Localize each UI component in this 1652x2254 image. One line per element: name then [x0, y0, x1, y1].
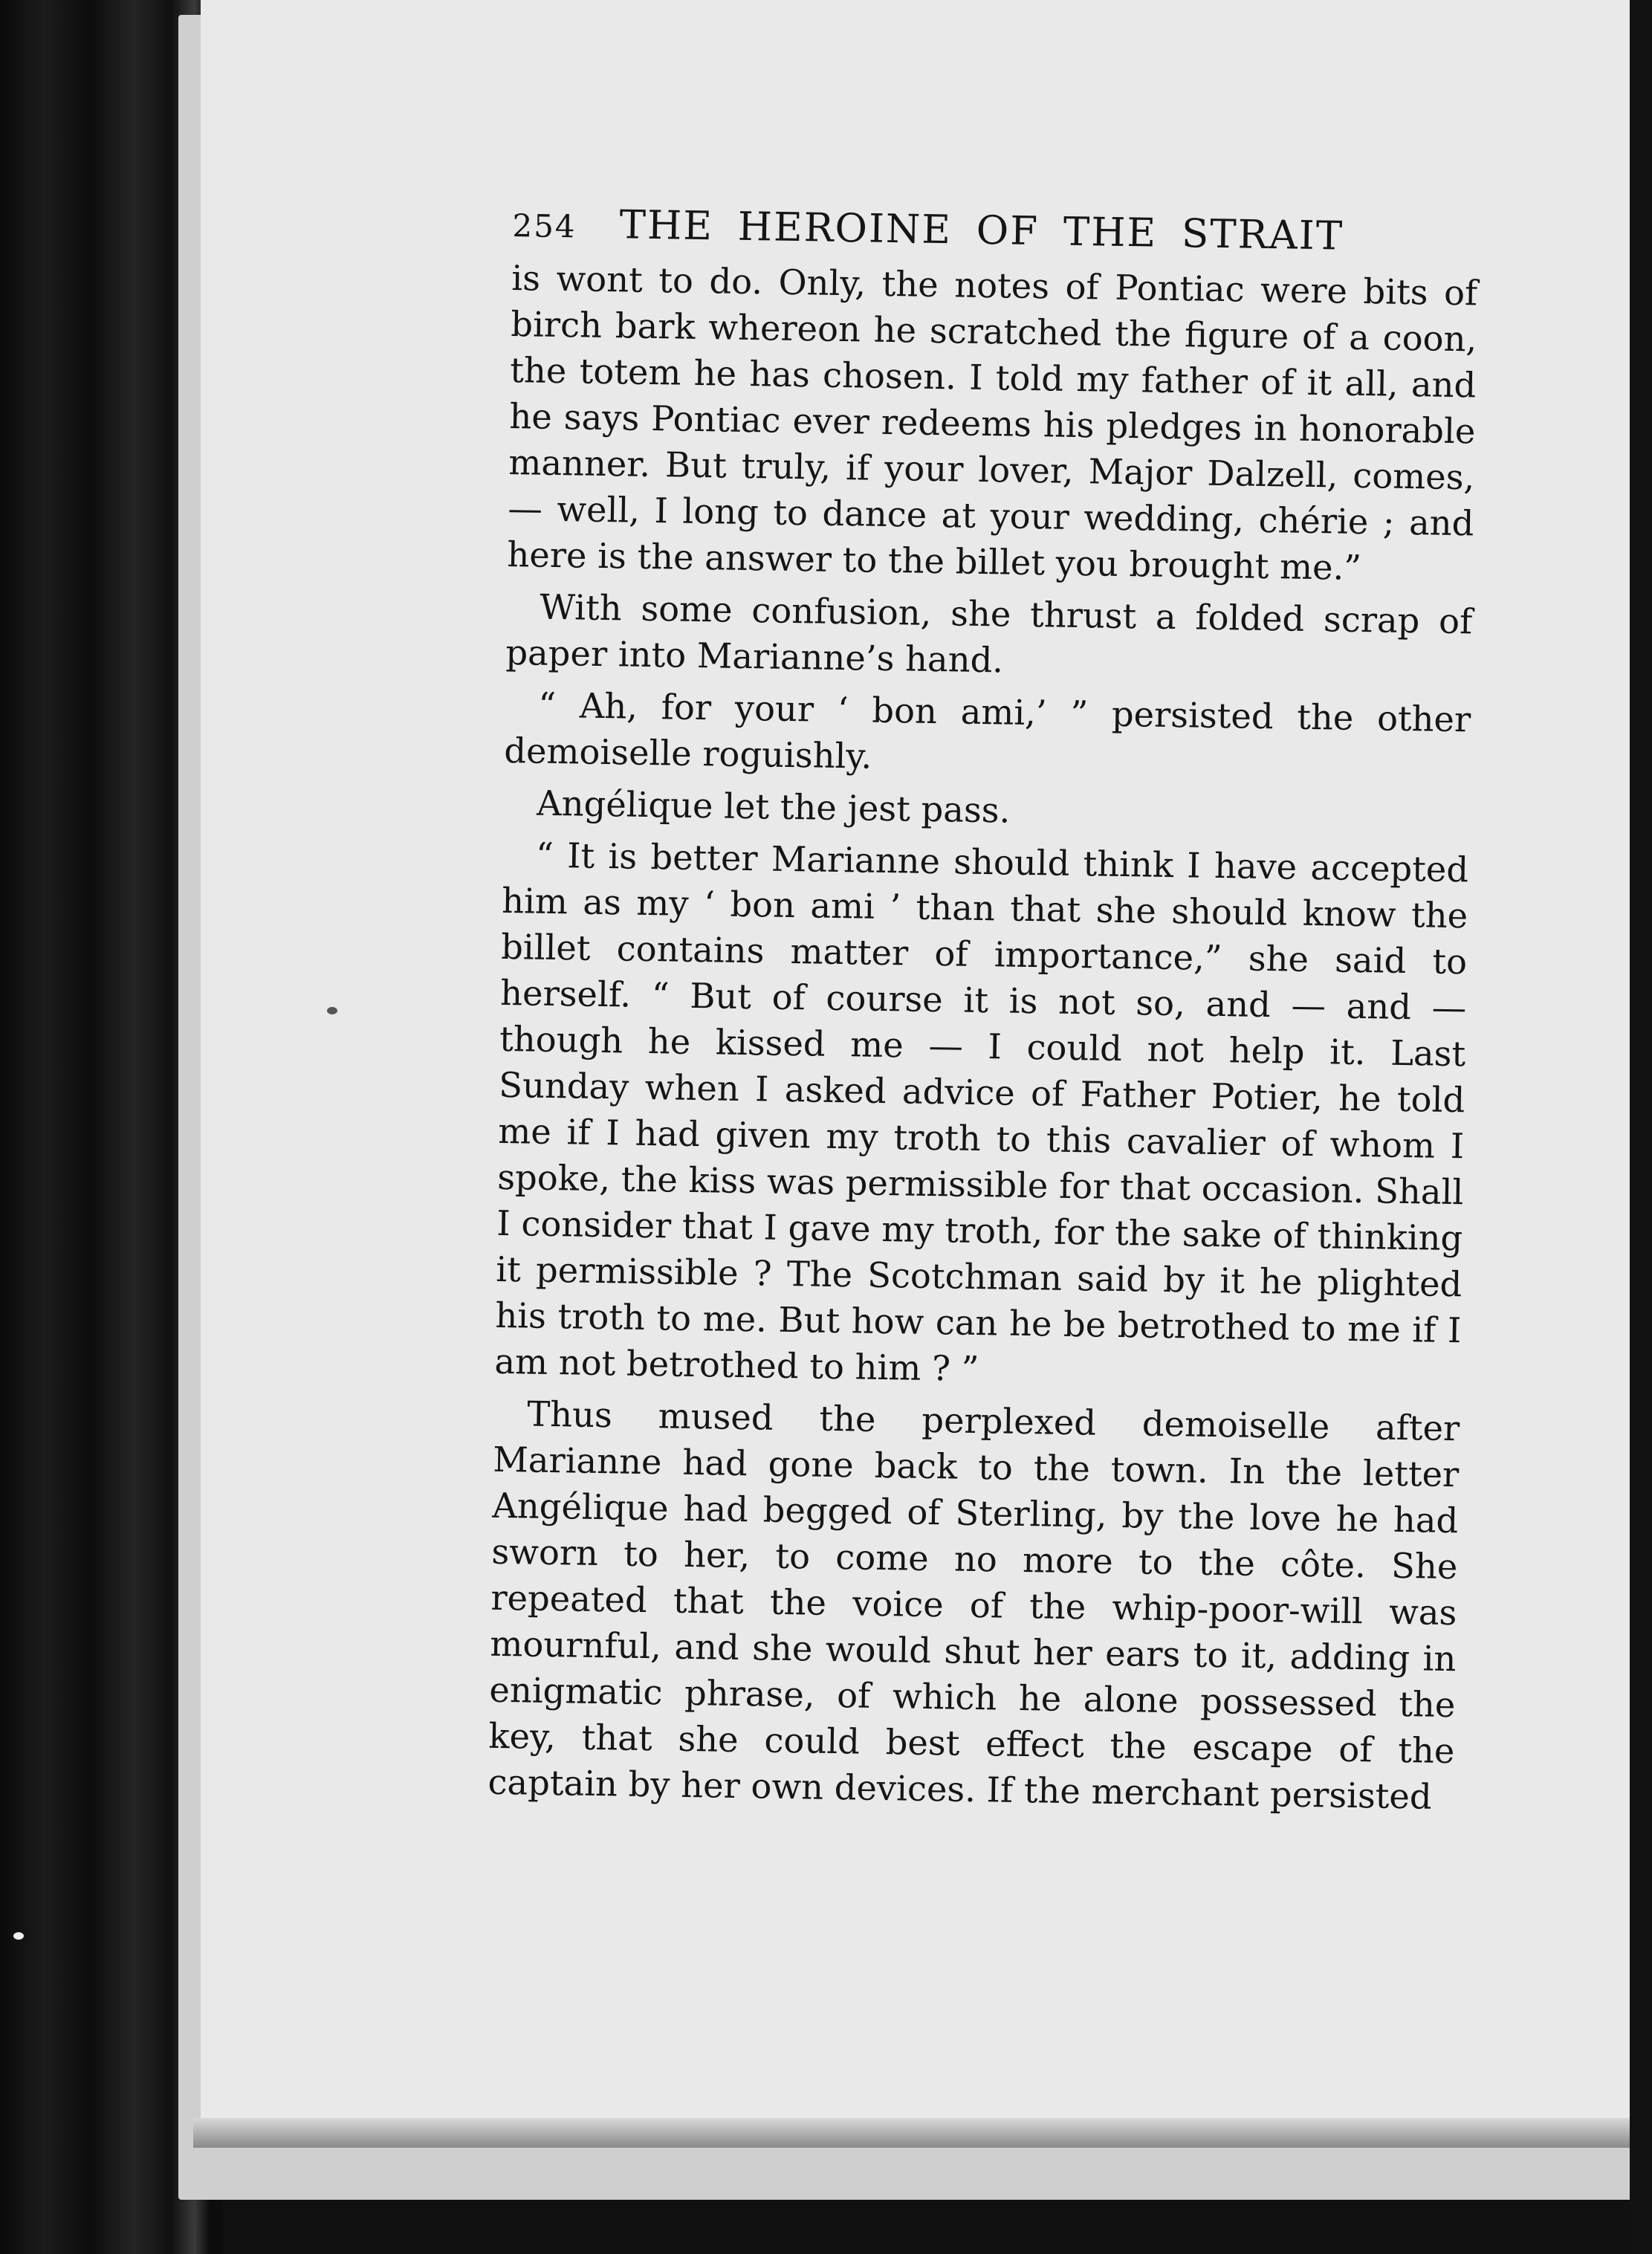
paragraph: “ It is better Marianne should think I have accepted him as my ‘ bon ami ’ than that she should know the billet contains matter of importance,” she said to herself. “ But of course it is not so, and — and — though he kissed me — I could not help it. Last Sunday when I asked advice of Father Potier, he told me if I had given my troth to this cavalier of whom I spoke, the kiss was permissible for that occasion. Shall I consider that I gave my troth, for the sake of thinking it permissible ? The Scotchman said by it he plighted his troth to me. But how can he be betrothed to me if I am not betrothed to him ? ” — [494, 835, 1469, 1390]
dust-speck — [327, 1007, 337, 1014]
paragraph: “ Ah, for your ‘ bon ami,’ ” persisted the other demoiselle roguishly. — [503, 684, 1471, 777]
dust-speck — [13, 1932, 24, 1940]
page-bottom-shadow — [193, 2118, 1650, 2148]
paragraph: With some confusion, she thrust a folded scrap of paper into Marianne’s hand. — [505, 586, 1473, 681]
running-head-title: THE HEROINE OF THE STRAIT — [619, 202, 1344, 259]
page-text-block — [487, 201, 1479, 1826]
right-dark-strip — [1630, 0, 1652, 2254]
paragraph: Thus mused the perplexed demoiselle after Marianne had gone back to the town. In the letter Angélique had begged of Sterling, by the love he had sworn to her, to come no more to the côte. She repeated that the voice of the whip-poor-will was mournful, and she would shut her ears to it, adding in enigmatic phrase, of which he alone possessed the key, that she could best effect the escape of the captain by her own devices. If the merchant persisted — [487, 1393, 1460, 1817]
body-text — [487, 255, 1478, 1820]
paragraph: is wont to do. Only, the notes of Pontiac were bits of birch bark whereon he scratched the figure of a coon, the totem he has chosen. I told my father of it all, and he says Pontiac ever redeems his pledges in honorable manner. But truly, if your lover, Major Dalzell, comes, — well, I long to dance at your wedding, chérie ; and here is the answer to the billet you brought me.” — [507, 257, 1478, 588]
paragraph: Angélique let the jest pass. — [536, 783, 1011, 831]
page-number: 254 — [512, 207, 577, 245]
